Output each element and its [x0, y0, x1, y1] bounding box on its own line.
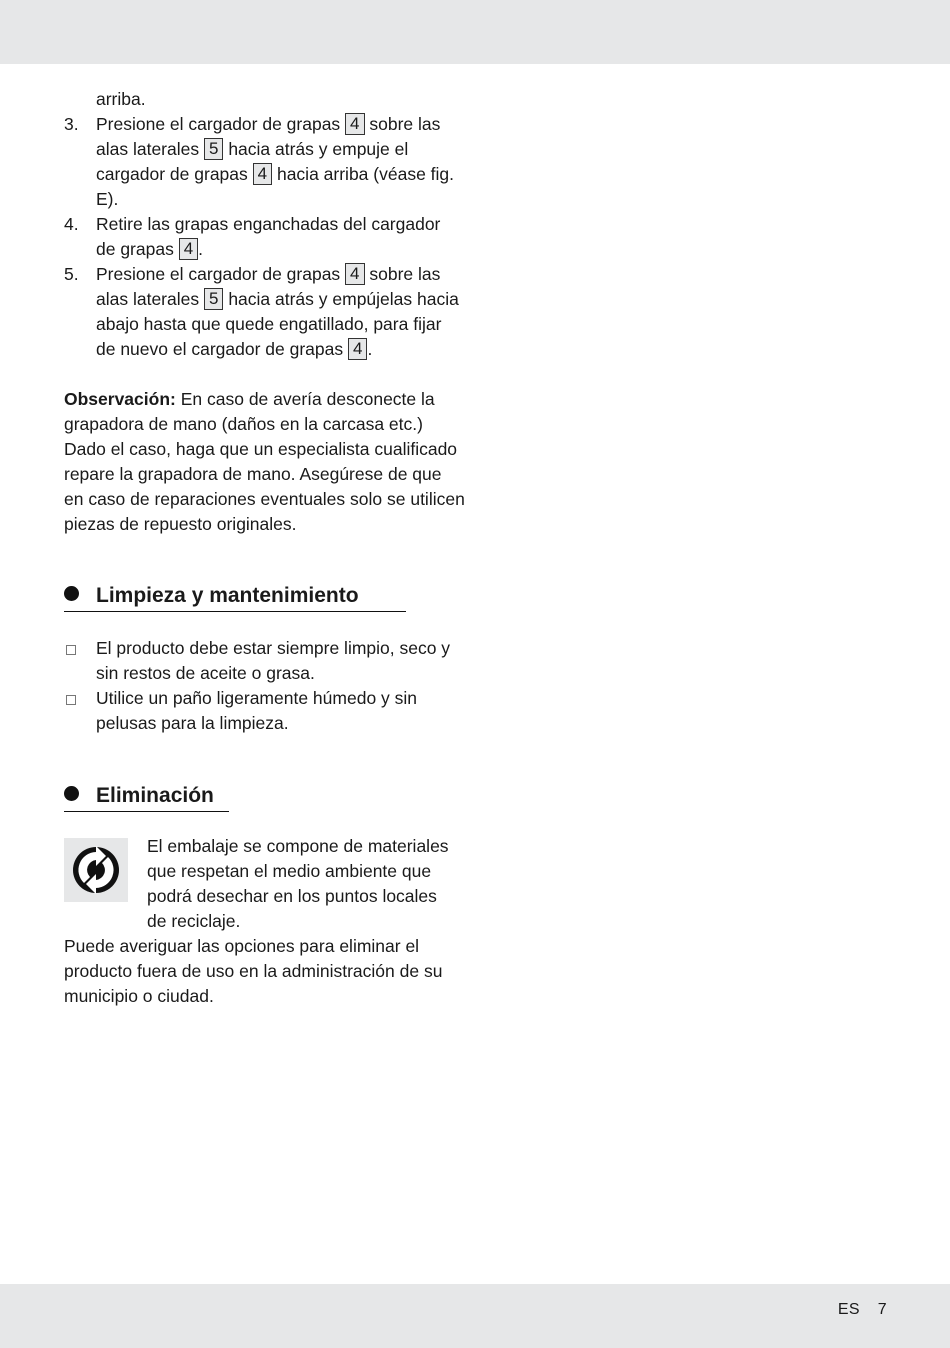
page-number: 7 — [877, 1301, 887, 1318]
heading-underline — [64, 811, 229, 813]
checkbox-square-icon — [66, 645, 76, 655]
step-continuation: arriba. — [96, 89, 146, 109]
language-code: ES — [837, 1301, 860, 1318]
step-5: 5. Presione el cargador de grapas 4 sobre las alas laterales 5 hacia atrás y empújelas hacia abajo hasta que quede engatillado, para fijar de nuevo el cargador de grapas 4 . — [64, 264, 459, 359]
step-number: 3. — [64, 114, 79, 134]
page-footer — [838, 1297, 887, 1322]
cleaning-list: El producto debe estar siempre limpio, seco y sin restos de aceite o grasa. Utilice un paño ligeramente húmedo y sin pelusas para la limpieza. — [64, 636, 464, 736]
note-label: Observación: — [64, 389, 176, 409]
list-item: Utilice un paño ligeramente húmedo y sin — [64, 686, 464, 711]
part-ref-box: 4 — [253, 163, 272, 185]
part-ref-box: 5 — [204, 288, 223, 310]
part-ref-box: 4 — [345, 263, 364, 285]
step-number: 5. — [64, 264, 79, 284]
instruction-steps — [64, 87, 464, 537]
disposal-packaging-text: El embalaje se compone de materiales que respetan el medio ambiente que podrá desechar en los puntos locales de reciclaje. — [147, 836, 449, 931]
header-band — [0, 0, 950, 64]
part-ref-box: 4 — [179, 238, 198, 260]
step-3: 3. Presione el cargador de grapas 4 sobre las alas laterales 5 hacia atrás y empuje el cargador de grapas 4 hacia arriba (véase fig. E). — [64, 114, 455, 209]
section-heading-cleaning: Limpieza y mantenimiento — [64, 583, 359, 609]
list-item: El producto debe estar siempre limpio, seco y — [64, 636, 464, 661]
part-ref-box: 4 — [345, 113, 364, 135]
part-ref-box: 5 — [204, 138, 223, 160]
disposal-product-text: Puede averiguar las opciones para eliminar el producto fuera de uso en la administración de su municipio o ciudad. — [64, 936, 443, 1006]
step-4: 4. Retire las grapas enganchadas del cargador de grapas 4 . — [64, 214, 441, 259]
step-number: 4. — [64, 214, 79, 234]
recycling-green-dot-icon — [64, 838, 128, 902]
footer-band — [0, 1284, 950, 1348]
checkbox-square-icon — [66, 695, 76, 705]
bullet-dot-icon — [64, 586, 79, 601]
observation-note: Observación: En caso de avería desconecte la grapadora de mano (daños en la carcasa etc.) Dado el caso, haga que un especialista cualificado repare la grapadora de mano. Asegúrese de que en caso de reparaciones eventuales solo se utilicen piezas de repuesto originales. — [64, 389, 465, 534]
heading-underline — [64, 611, 406, 613]
part-ref-box: 4 — [348, 338, 367, 360]
section-heading-disposal: Eliminación — [64, 783, 214, 809]
bullet-dot-icon — [64, 786, 79, 801]
